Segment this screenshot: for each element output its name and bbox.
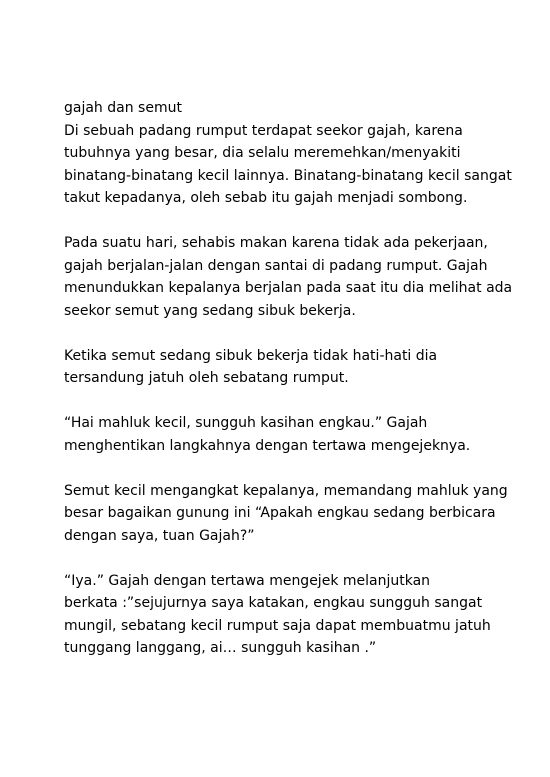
- paragraph-line: mungil, sebatang kecil rumput saja dapat membuatmu jatuh: [64, 617, 491, 634]
- paragraph-line: Pada suatu hari, sehabis makan karena tidak ada pekerjaan,: [64, 235, 488, 251]
- paragraph-line: “Iya.” Gajah dengan tertawa mengejek melanjutkan: [64, 572, 431, 589]
- paragraph-spacer: [64, 210, 494, 233]
- paragraph-line: “Hai mahluk kecil, sungguh kasihan engkau.” Gajah: [64, 415, 428, 431]
- paragraph-line: tunggang langgang, ai… sungguh kasihan .”: [64, 640, 377, 656]
- paragraph-line: berkata :”sejujurnya saya katakan, engkau sungguh sangat: [64, 595, 483, 611]
- paragraph-5: [64, 480, 508, 548]
- paragraph-spacer: [64, 322, 494, 345]
- document-body: [64, 97, 513, 660]
- paragraph-line: Ketika semut sedang sibuk bekerja tidak hati-hati dia: [64, 347, 438, 364]
- paragraph-line: menundukkan kepalanya berjalan pada saat itu dia melihat ada: [64, 280, 513, 296]
- document-title: gajah dan semut: [64, 100, 182, 116]
- paragraph-spacer: [64, 390, 494, 413]
- paragraph-line: tersandung jatuh oleh sebatang rumput.: [64, 370, 349, 386]
- paragraph-line: besar bagaikan gunung ini “Apakah engkau sedang berbicara: [64, 505, 496, 521]
- paragraph-spacer: [64, 547, 494, 570]
- paragraph-line: menghentikan langkahnya dengan tertawa mengejeknya.: [64, 437, 471, 454]
- paragraph-line: binatang-binatang kecil lainnya. Binatang-binatang kecil sangat: [64, 167, 512, 184]
- paragraph-line: takut kepadanya, oleh sebab itu gajah menjadi sombong.: [64, 190, 468, 206]
- paragraph-2: [64, 232, 513, 322]
- paragraph-4: [64, 412, 494, 457]
- paragraph-line: dengan saya, tuan Gajah?”: [64, 527, 255, 544]
- paragraph-line: Semut kecil mengangkat kepalanya, memandang mahluk yang: [64, 482, 508, 499]
- paragraph-6: [64, 570, 494, 660]
- paragraph-line: seekor semut yang sedang sibuk bekerja.: [64, 302, 356, 319]
- paragraph-line: Di sebuah padang rumput terdapat seekor gajah, karena: [64, 122, 463, 139]
- paragraph-line: gajah berjalan-jalan dengan santai di padang rumput. Gajah: [64, 257, 488, 274]
- paragraph-3: [64, 345, 494, 390]
- paragraph-1: [64, 120, 512, 210]
- paragraph-line: tubuhnya yang besar, dia selalu meremehkan/menyakiti: [64, 145, 461, 161]
- paragraph-spacer: [64, 457, 494, 480]
